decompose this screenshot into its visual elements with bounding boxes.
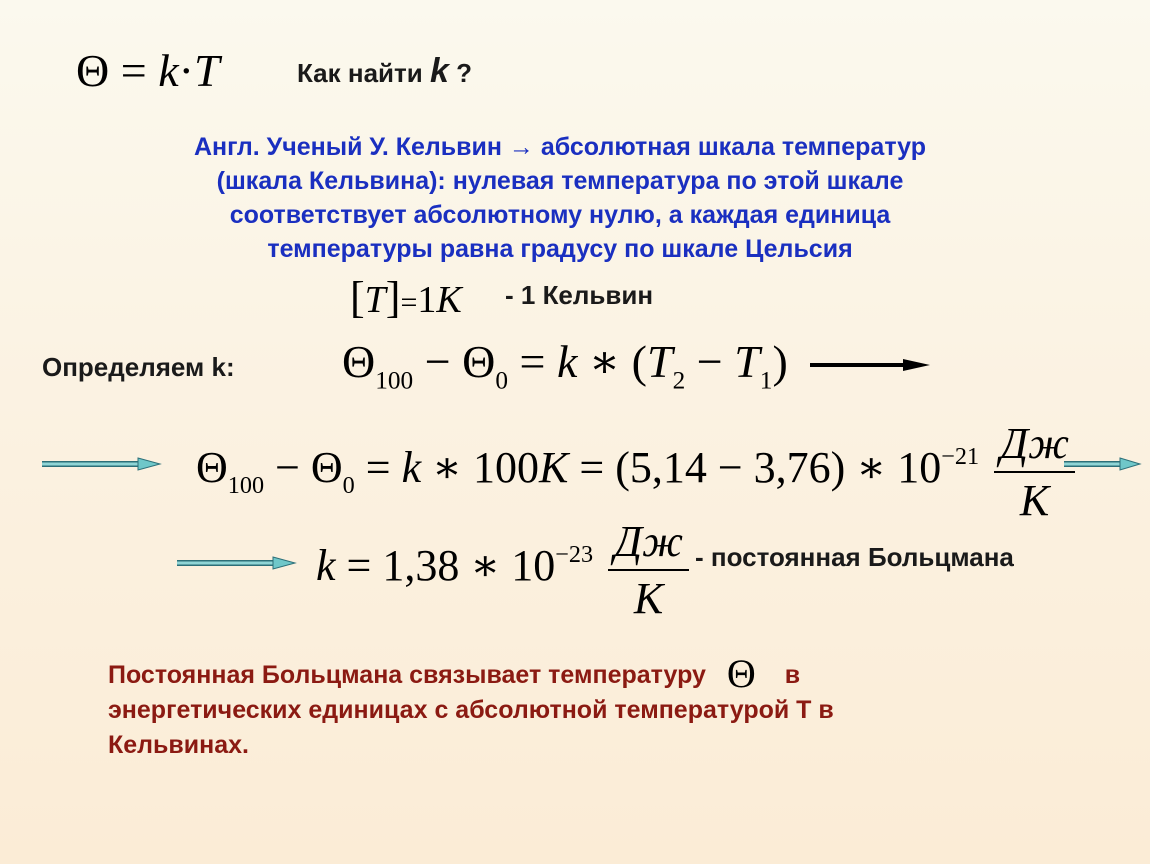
unit-formula — [350, 272, 462, 323]
kelvin-paragraph — [60, 130, 1060, 266]
find-k-question — [297, 52, 472, 91]
equals-sign: = — [109, 45, 159, 96]
theta-0: Θ — [462, 336, 496, 387]
boltzmann-constant-equation — [316, 516, 693, 624]
boltzmann-constant-label: - постоянная Больцмана — [695, 542, 1014, 572]
kelvin-line-1: Англ. Ученый У. Кельвин → абсолютная шкала температур — [193, 133, 927, 161]
equals-sign-2: = — [568, 443, 616, 493]
times-sign: ∗ — [577, 336, 632, 387]
minus-sign-2: − — [685, 336, 735, 387]
k-symbol: k — [401, 443, 422, 493]
theta-symbol: Θ — [76, 45, 110, 96]
left-bracket: [ — [350, 273, 365, 322]
teal-arrow-icon-2 — [1062, 453, 1142, 475]
subscript-1: 1 — [759, 366, 773, 395]
joule-per-kelvin-fraction — [608, 516, 689, 624]
constant-value: 1,38 ∗ 10 — [382, 541, 556, 591]
left-paren: ( — [631, 336, 647, 387]
conclusion-paragraph — [108, 651, 1108, 763]
equals-sign: = — [354, 443, 402, 493]
kelvin-line-4: температуры равна градусу по шкале Цельсия — [267, 235, 853, 263]
exponent: −23 — [555, 540, 594, 568]
subscript-0: 0 — [342, 471, 355, 499]
minus-sign: − — [264, 443, 311, 493]
black-arrow-icon — [808, 355, 933, 375]
subscript-100: 100 — [375, 366, 414, 395]
k-symbol: k — [556, 336, 578, 387]
t2-symbol: T — [647, 336, 673, 387]
equals-sign: = — [335, 541, 383, 591]
conclusion-line-1 — [108, 651, 1108, 696]
unit-k: K — [436, 279, 462, 321]
kelvin-line-3: соответствует абсолютному нулю, а каждая единица — [229, 201, 891, 229]
minus-sign: − — [413, 336, 463, 387]
conclusion-text-1b: в — [784, 661, 801, 689]
subscript-2: 2 — [672, 366, 686, 395]
conclusion-line-2: энергетических единицах с абсолютной температурой Т в — [108, 696, 834, 724]
times-100: ∗ 100 — [421, 443, 540, 493]
conclusion-text-1: Постоянная Больцмана связывает температуру — [108, 661, 706, 689]
fraction-denominator: K — [633, 574, 664, 623]
determine-equation — [342, 334, 788, 395]
boltzmann-derivation-equation — [196, 418, 1079, 526]
right-bracket: ] — [385, 273, 401, 322]
theta-100: Θ — [342, 336, 376, 387]
t-symbol: T — [193, 45, 220, 96]
determine-k-label: Определяем k: — [42, 352, 235, 382]
teal-arrow-icon-3 — [175, 552, 297, 574]
question-k: k — [429, 52, 449, 90]
theta-kt-formula — [76, 44, 220, 97]
unit-equals: = — [400, 286, 418, 319]
unit-value: 1 — [417, 279, 437, 321]
fraction-denominator: K — [1019, 476, 1050, 525]
teal-arrow-icon-1 — [40, 453, 162, 475]
theta-100: Θ — [196, 443, 228, 493]
subscript-0: 0 — [495, 366, 509, 395]
fraction-numerator: Дж — [994, 418, 1075, 473]
t1-symbol: T — [734, 336, 760, 387]
fraction-numerator: Дж — [608, 516, 689, 571]
question-mark: ? — [448, 58, 473, 88]
equals-sign: = — [508, 336, 557, 387]
k-symbol: k — [158, 45, 179, 96]
conclusion-line-3: Кельвинах. — [108, 731, 250, 759]
dot-operator: · — [178, 45, 194, 96]
kelvin-k: K — [539, 443, 569, 493]
question-text: Как найти — [297, 58, 430, 88]
k-symbol: k — [316, 541, 336, 591]
theta-symbol: Θ — [726, 651, 756, 696]
exponent: −21 — [941, 442, 980, 470]
times-ten: ∗ 10 — [845, 443, 942, 493]
right-paren: ) — [772, 336, 788, 387]
subscript-100: 100 — [227, 471, 265, 499]
theta-0: Θ — [310, 443, 343, 493]
unit-t: T — [364, 279, 386, 321]
one-kelvin-label: - 1 Кельвин — [505, 280, 654, 310]
energy-values: (5,14 − 3,76) — [615, 443, 846, 493]
kelvin-line-2: (шкала Кельвина): нулевая температура по этой шкале — [216, 167, 904, 195]
